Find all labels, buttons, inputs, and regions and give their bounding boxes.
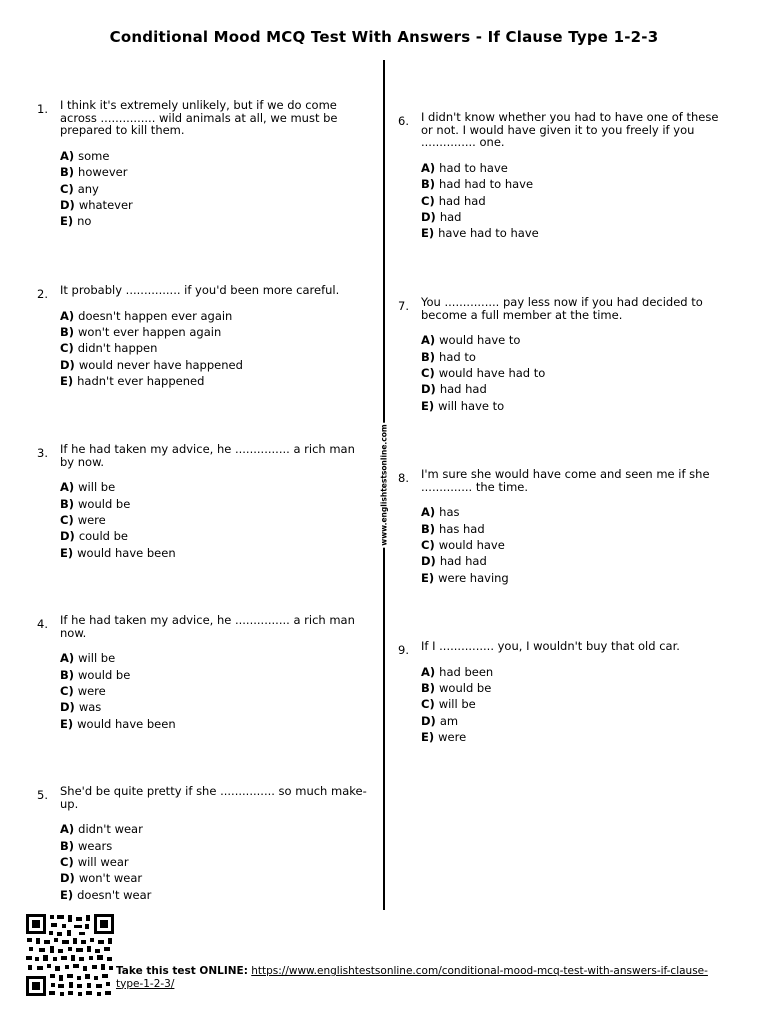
option-letter: A) xyxy=(60,651,75,666)
option-text: some xyxy=(78,148,110,163)
option-text: were xyxy=(77,512,106,527)
option-text: would never have happened xyxy=(78,357,243,372)
option-text: doesn't happen ever again xyxy=(78,308,233,323)
option-text: hadn't ever happened xyxy=(77,374,205,389)
question-text: You ............... pay less now if you had decided to become a full member at the time. xyxy=(421,295,703,322)
question-1 xyxy=(37,98,370,230)
question-text: If I ............... you, I wouldn't buy that old car. xyxy=(421,639,680,653)
question-3 xyxy=(37,442,370,561)
option-letter: E) xyxy=(60,374,74,389)
option-letter: D) xyxy=(421,713,436,728)
option-text: will be xyxy=(78,480,116,495)
option-c[interactable] xyxy=(60,512,370,528)
option-letter: E) xyxy=(421,398,435,413)
option-text: were xyxy=(77,683,106,698)
option-text: had had xyxy=(439,554,487,569)
option-letter: C) xyxy=(421,193,435,208)
option-letter: E) xyxy=(60,716,74,731)
option-c[interactable] xyxy=(60,340,370,356)
option-letter: E) xyxy=(421,570,435,585)
question-number: 6. xyxy=(398,114,409,128)
option-list xyxy=(60,479,370,561)
option-text: will be xyxy=(78,651,116,666)
option-c[interactable] xyxy=(60,181,370,197)
option-list xyxy=(421,504,731,586)
question-9 xyxy=(398,639,731,746)
option-letter: C) xyxy=(421,537,435,552)
question-number: 9. xyxy=(398,643,409,657)
option-letter: E) xyxy=(60,887,74,902)
option-letter: E) xyxy=(60,214,74,229)
option-b[interactable] xyxy=(421,176,731,192)
option-list xyxy=(421,160,731,242)
option-letter: A) xyxy=(421,333,436,348)
option-text: any xyxy=(77,181,99,196)
option-letter: B) xyxy=(60,838,75,853)
option-e[interactable] xyxy=(421,398,731,414)
option-e[interactable] xyxy=(60,716,370,732)
option-text: had to xyxy=(439,349,476,364)
option-text: will be xyxy=(438,697,476,712)
option-a[interactable] xyxy=(421,160,731,176)
option-text: had been xyxy=(439,664,494,679)
option-a[interactable] xyxy=(60,479,370,495)
question-text: I think it's extremely unlikely, but if we do come across ............... wild animals at all, we must be prepared to kill them. xyxy=(60,98,338,138)
option-text: would be xyxy=(78,496,131,511)
question-text: It probably ............... if you'd been more careful. xyxy=(60,283,340,297)
question-text: I'm sure she would have come and seen me if she .............. the time. xyxy=(421,467,710,494)
option-c[interactable] xyxy=(421,193,731,209)
option-a[interactable] xyxy=(421,504,731,520)
option-letter: B) xyxy=(421,349,436,364)
option-letter: B) xyxy=(60,667,75,682)
option-text: would be xyxy=(439,680,492,695)
option-text: however xyxy=(78,165,128,180)
option-b[interactable] xyxy=(60,164,370,180)
option-e[interactable] xyxy=(60,373,370,389)
option-a[interactable] xyxy=(421,664,731,680)
page-title: Conditional Mood MCQ Test With Answers - If Clause Type 1-2-3 xyxy=(109,28,659,46)
option-b[interactable] xyxy=(60,496,370,512)
option-e[interactable] xyxy=(421,225,731,241)
option-text: had had xyxy=(439,382,487,397)
option-a[interactable] xyxy=(60,148,370,164)
option-list xyxy=(60,821,370,903)
option-b[interactable] xyxy=(60,667,370,683)
option-letter: E) xyxy=(60,545,74,560)
option-b[interactable] xyxy=(60,324,370,340)
question-text: She'd be quite pretty if she ............... so much make-up. xyxy=(60,784,367,811)
question-number: 5. xyxy=(37,788,48,802)
option-c[interactable] xyxy=(60,683,370,699)
option-text: didn't wear xyxy=(78,822,143,837)
option-letter: C) xyxy=(60,854,74,869)
option-text: has had xyxy=(439,521,485,536)
option-text: won't ever happen again xyxy=(78,324,222,339)
option-a[interactable] xyxy=(60,650,370,666)
option-d[interactable] xyxy=(60,357,370,373)
side-url-text: www.englishtestsonline.com xyxy=(379,424,389,546)
option-d[interactable] xyxy=(60,528,370,544)
option-d[interactable] xyxy=(60,699,370,715)
question-6 xyxy=(398,110,731,242)
question-number: 1. xyxy=(37,102,48,116)
option-list xyxy=(60,148,370,230)
option-e[interactable] xyxy=(421,570,731,586)
option-text: will have to xyxy=(438,398,505,413)
option-letter: A) xyxy=(421,664,436,679)
option-letter: A) xyxy=(60,480,75,495)
option-d[interactable] xyxy=(421,713,731,729)
option-d[interactable] xyxy=(421,553,731,569)
option-text: doesn't wear xyxy=(77,887,152,902)
option-e[interactable] xyxy=(60,545,370,561)
option-text: would have had to xyxy=(438,365,546,380)
option-list xyxy=(60,308,370,390)
test-online-link[interactable]: https://www.englishtestsonline.com/conditional-mood-mcq-test-with-answers-if-clause-type-1-2-3/ xyxy=(116,965,708,990)
option-letter: B) xyxy=(60,165,75,180)
option-letter: C) xyxy=(421,365,435,380)
option-text: didn't happen xyxy=(77,341,158,356)
option-d[interactable] xyxy=(421,381,731,397)
question-2 xyxy=(37,283,370,390)
option-text: were having xyxy=(438,570,509,585)
option-letter: E) xyxy=(421,226,435,241)
question-number: 3. xyxy=(37,446,48,460)
question-4 xyxy=(37,613,370,732)
question-text: If he had taken my advice, he ............... a rich man by now. xyxy=(60,442,355,469)
footer xyxy=(116,965,716,990)
option-text: am xyxy=(439,713,459,728)
option-letter: A) xyxy=(60,822,75,837)
option-text: would have been xyxy=(77,716,176,731)
option-letter: D) xyxy=(421,382,436,397)
option-letter: D) xyxy=(60,357,75,372)
option-letter: B) xyxy=(421,521,436,536)
option-letter: B) xyxy=(421,680,436,695)
option-e[interactable] xyxy=(60,887,370,903)
option-text: wears xyxy=(78,838,113,853)
question-number: 7. xyxy=(398,299,409,313)
question-number: 4. xyxy=(37,617,48,631)
option-letter: C) xyxy=(60,512,74,527)
option-letter: D) xyxy=(421,209,436,224)
option-c[interactable] xyxy=(421,365,731,381)
option-d[interactable] xyxy=(421,209,731,225)
option-text: would have been xyxy=(77,545,176,560)
option-a[interactable] xyxy=(421,332,731,348)
question-number: 2. xyxy=(37,287,48,301)
option-list xyxy=(421,664,731,746)
option-e[interactable] xyxy=(60,213,370,229)
option-letter: D) xyxy=(421,554,436,569)
option-list xyxy=(421,332,731,414)
option-letter: A) xyxy=(421,160,436,175)
question-5 xyxy=(37,784,370,903)
option-text: was xyxy=(78,700,102,715)
option-text: will wear xyxy=(77,854,129,869)
option-letter: E) xyxy=(421,730,435,745)
option-text: would have to xyxy=(439,333,521,348)
option-a[interactable] xyxy=(60,308,370,324)
option-letter: C) xyxy=(60,683,74,698)
option-text: were xyxy=(438,730,467,745)
option-b[interactable] xyxy=(60,838,370,854)
option-d[interactable] xyxy=(60,197,370,213)
option-text: had had xyxy=(438,193,486,208)
option-text: had had to have xyxy=(439,177,534,192)
option-letter: B) xyxy=(421,177,436,192)
question-number: 8. xyxy=(398,471,409,485)
option-text: have had to have xyxy=(438,226,539,241)
option-letter: D) xyxy=(60,197,75,212)
option-letter: C) xyxy=(60,181,74,196)
option-letter: A) xyxy=(421,505,436,520)
question-8 xyxy=(398,467,731,586)
option-letter: D) xyxy=(60,700,75,715)
option-d[interactable] xyxy=(60,870,370,886)
option-text: had xyxy=(439,209,462,224)
option-text: has xyxy=(439,505,460,520)
option-e[interactable] xyxy=(421,729,731,745)
option-text: would be xyxy=(78,667,131,682)
option-list xyxy=(60,650,370,732)
option-letter: A) xyxy=(60,148,75,163)
option-letter: C) xyxy=(60,341,74,356)
option-b[interactable] xyxy=(421,521,731,537)
option-letter: D) xyxy=(60,529,75,544)
question-7 xyxy=(398,295,731,414)
option-c[interactable] xyxy=(421,696,731,712)
question-text: If he had taken my advice, he ............... a rich man now. xyxy=(60,613,355,640)
option-c[interactable] xyxy=(60,854,370,870)
option-text: had to have xyxy=(439,160,508,175)
option-letter: D) xyxy=(60,871,75,886)
option-text: no xyxy=(77,214,92,229)
option-letter: C) xyxy=(421,697,435,712)
option-letter: B) xyxy=(60,496,75,511)
option-b[interactable] xyxy=(421,680,731,696)
option-text: would have xyxy=(438,537,505,552)
option-text: whatever xyxy=(78,197,133,212)
option-letter: A) xyxy=(60,308,75,323)
option-text: won't wear xyxy=(78,871,143,886)
option-b[interactable] xyxy=(421,349,731,365)
question-text: I didn't know whether you had to have one of these or not. I would have given it to you freely if you ............... one. xyxy=(421,110,719,150)
qr-code-icon[interactable] xyxy=(24,912,116,998)
option-a[interactable] xyxy=(60,821,370,837)
footer-label: Take this test ONLINE: xyxy=(116,965,248,977)
option-letter: B) xyxy=(60,324,75,339)
option-c[interactable] xyxy=(421,537,731,553)
option-text: could be xyxy=(78,529,128,544)
